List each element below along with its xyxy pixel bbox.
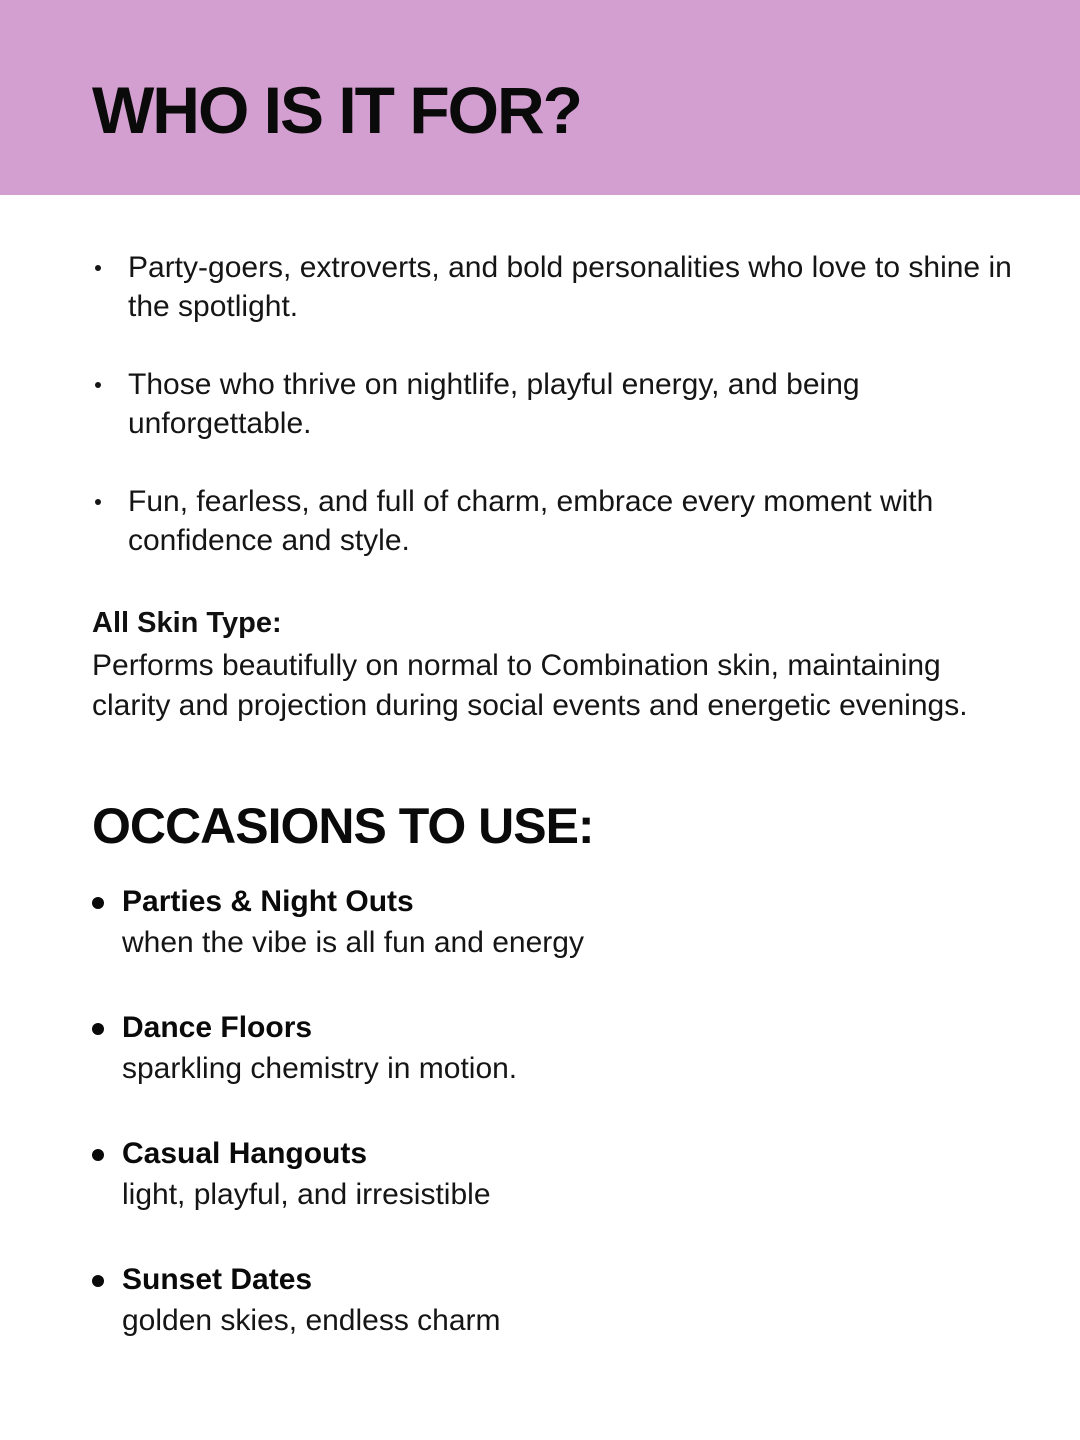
page-title: WHO IS IT FOR? bbox=[92, 73, 581, 147]
bullet-icon bbox=[95, 382, 101, 388]
occasion-name: Dance Floors bbox=[122, 1011, 313, 1044]
audience-item bbox=[92, 365, 1032, 443]
audience-item bbox=[92, 248, 1032, 326]
occasion-name: Sunset Dates bbox=[122, 1263, 313, 1296]
skin-type-section bbox=[92, 603, 1012, 726]
occasion-item bbox=[92, 1008, 992, 1134]
occasions-list bbox=[92, 882, 992, 1386]
occasion-item bbox=[92, 882, 992, 1008]
occasion-name: Casual Hangouts bbox=[122, 1137, 368, 1170]
bullet-icon bbox=[92, 897, 104, 909]
occasion-description: when the vibe is all fun and energy bbox=[122, 926, 584, 959]
occasion-item bbox=[92, 1260, 992, 1386]
audience-item bbox=[92, 482, 1032, 560]
audience-item-text: Party-goers, extroverts, and bold personalities who love to shine in the spotlight. bbox=[128, 251, 1012, 323]
bullet-icon bbox=[95, 499, 101, 505]
bullet-icon bbox=[92, 1275, 104, 1287]
occasion-description: light, playful, and irresistible bbox=[122, 1178, 491, 1211]
occasion-item bbox=[92, 1134, 992, 1260]
bullet-icon bbox=[92, 1023, 104, 1035]
occasion-name: Parties & Night Outs bbox=[122, 885, 414, 918]
audience-item-text: Fun, fearless, and full of charm, embrace every moment with confidence and style. bbox=[128, 485, 934, 557]
occasion-description: golden skies, endless charm bbox=[122, 1304, 501, 1337]
skin-type-text: Performs beautifully on normal to Combination skin, maintaining clarity and projection during social events and energetic evenings. bbox=[92, 649, 968, 722]
header-banner bbox=[0, 0, 1080, 195]
skin-type-heading: All Skin Type: bbox=[92, 607, 282, 639]
occasion-description: sparkling chemistry in motion. bbox=[122, 1052, 518, 1085]
audience-item-text: Those who thrive on nightlife, playful energy, and being unforgettable. bbox=[128, 368, 860, 440]
occasions-title: OCCASIONS TO USE: bbox=[92, 798, 594, 854]
audience-list bbox=[92, 248, 1032, 599]
bullet-icon bbox=[92, 1149, 104, 1161]
bullet-icon bbox=[95, 265, 101, 271]
